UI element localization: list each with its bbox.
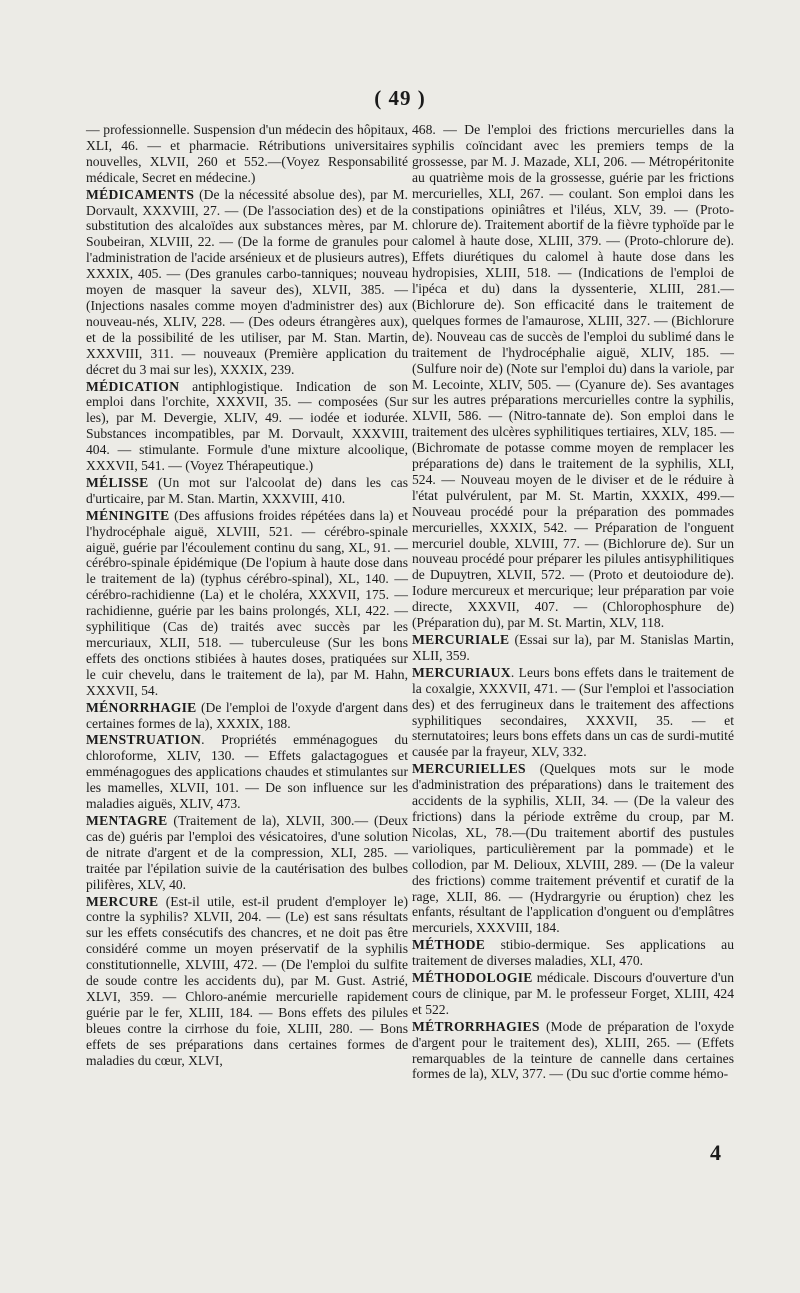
left-column bbox=[86, 122, 408, 1069]
entry-headword: MERCURE bbox=[86, 893, 159, 909]
entry-text: (Essai sur la), par M. Stanislas Martin, XLII, 359. bbox=[412, 632, 734, 663]
entry-headword: MERCURIAUX bbox=[412, 664, 511, 680]
entry-text: stibio-dermique. Ses applications au traitement de diverses maladies, XLI, 470. bbox=[412, 937, 734, 969]
index-entry bbox=[86, 122, 408, 186]
entry-text: médicale. Discours d'ouverture d'un cours de clinique, par M. le professeur Forget, XLIII, 424 et 522. bbox=[412, 970, 734, 1017]
entry-text: 468. — De l'emploi des frictions mercurielles dans la syphilis coïncidant avec les premiers temps de la grossesse, par M. J. Mazade, XLI, 206. — Métropéritonite au quatrième mois de la grossesse, guérie par les frictions mercurielles, XLI, 267. — coulant. Son emploi dans les constipations opiniâtres et l'iléus, XLV, 39. — (Proto-chlorure de). Traitement abortif de la fièvre typhoïde par le calomel à haute dose, XLIII, 379. — (Proto-chlorure de). Effets diurétiques du calomel à haute dose dans les hydropisies, XLIII, 518. — (Indications de l'emploi de l'ipéca et du) dans la dyssenterie, XLIII, 281.— (Bichlorure de). Son efficacité dans le traitement de quelques formes de l'amaurose, XLIII, 327. — (Bichlorure de). Nouveau cas de succès de l'emploi du sublimé dans le traitement de l'hydrocéphalie aiguë, XLIV, 185. — (Sulfure noir de) (Note sur l'emploi du) dans la variole, par M. Lecointe, XLIV, 505. — (Cyanure de). Ses avantages sur les autres préparations mercurielles contre la syphilis, XLVII, 586. — (Nitro-tannate de). Son emploi dans le traitement des ulcères syphilitiques tertiaires, XLV, 185. — (Bichromate de potasse comme moyen de remplacer les préparations de) dans le traitement de la syphilis, XLI, 524. — Nouveau moyen de le diviser et de le réduire à l'état pulvérulent, par M. St. Martin, XXXIX, 499.— Nouveau procédé pour la préparation des pommades mercurielles, XXXIX, 542. — Préparation de l'onguent mercuriel double, XLVIII, 77. — (Bichlorure de). Sur un nouveau procédé pour préparer les pilules antisyphilitiques de Dupuytren, XLVII, 572. — (Proto et deutoiodure de). Iodure mercureux et mercurique; leur préparation par voie directe, XXXVII, 407. — (Chlorophosphure de) (Préparation du), par M. St. Martin, XLV, 118. bbox=[412, 122, 734, 631]
entry-text: antiphlogistique. Indication de son emploi dans l'orchite, XXXVII, 35. — composées (Sur les), par M. Devergie, XLIV, 49. — iodée et iodurée. Substances incompatibles, par M. Dorvault, XXXVIII, 404. — stimulante. Formule d'une mixture alcoolique, XXXVII, 541. — (Voyez Thérapeutique.) bbox=[86, 378, 408, 474]
entry-headword: MERCURIALE bbox=[412, 632, 510, 647]
entry-headword: MENTAGRE bbox=[86, 812, 168, 828]
entry-headword: MÉLISSE bbox=[86, 474, 149, 490]
entry-text: (De l'emploi de l'oxyde d'argent dans certaines formes de la), XXXIX, 188. bbox=[86, 699, 408, 731]
index-entry bbox=[412, 1019, 734, 1083]
signature-mark: 4 bbox=[710, 1140, 721, 1165]
entry-text: . Leurs bons effets dans le traitement de la coxalgie, XXXVII, 471. — (Sur l'emploi et l'association des) et des ferrugineux dans le traitement des affections syphilitiques secondaires, XXXVII, 35. — et sternutatoires; leurs bons effets dans un cas de surdi-mutité causée par la frayeur, XLV, 332. bbox=[412, 664, 734, 760]
index-entry bbox=[412, 761, 734, 936]
index-entry bbox=[412, 122, 734, 631]
entry-text: (Est-il utile, est-il prudent d'employer le) contre la syphilis? XLVII, 204. — (Le) est sans résultats sur les effets consécutifs des chancres, et ne doit pas être considéré comme un moyen préservatif de la syphilis constitutionnelle, XLVIII, 472. — (De l'emploi du sulfite de soude contre les accidents du), par M. Gust. Astrié, XLVI, 359. — Chloro-anémie mercurielle rapidement guérie par le fer, XLIII, 184. — Bons effets des pilules bleues contre la cirrhose du foie, XLIII, 280. — Bons effets de ses préparations dans certaines formes de maladies du cœur, XLVI, bbox=[86, 893, 408, 1068]
entry-text: . Propriétés emménagogues du chloroforme, XLIV, 130. — Effets galactagogues et emménagogues des applications chaudes et stimulantes sur les mamelles, XLVII, 101. — De son influence sur les maladies aiguës, XLIV, 473. bbox=[86, 732, 408, 812]
entry-text: — professionnelle. Suspension d'un médecin des hôpitaux, XLI, 46. — et pharmacie. Rétributions universitaires nouvelles, XLVII, 260 et 552.—(Voyez Responsabilité médicale, Secret en médecine.) bbox=[86, 122, 408, 185]
index-entry bbox=[86, 894, 408, 1069]
page-number: ( 49 ) bbox=[374, 86, 426, 110]
entry-text: (Mode de préparation de l'oxyde d'argent pour le traitement des), XLIII, 265. — (Effets remarquables de la teinture de cannelle dans certaines formes de la), XLV, 377. — (Du suc d'ortie comme hémo- bbox=[412, 1018, 734, 1082]
index-entry bbox=[412, 665, 734, 760]
entry-headword: MÉNORRHAGIE bbox=[86, 699, 197, 715]
entry-headword: MÉTRORRHAGIES bbox=[412, 1018, 540, 1034]
entry-text: (Des affusions froides répétées dans la) et l'hydrocéphale aiguë, XLVIII, 521. — cérébro-spinale aiguë, guérie par l'écoulement continu du sang, XL, 91. — cérébro-spinale épidémique (De l'opium à haute dose dans le traitement de la) (typhus cérébro-spinal), XL, 140. — cérébro-rachidienne (La) et le choléra, XXXVII, 175. — rachidienne, guérie par les bains prolongés, XLI, 422. — syphilitique (Cas de) traités avec succès par les mercuriaux, XLII, 518. — tuberculeuse (Sur les bons effets des onctions stibiées à hautes doses, pratiquées sur le cuir chevelu, dans le traitement de la), par M. Hahn, XXXVII, 54. bbox=[86, 507, 408, 698]
entry-headword: MÉDICAMENTS bbox=[86, 186, 195, 202]
entry-headword: MERCURIELLES bbox=[412, 761, 526, 777]
entry-headword: MÉDICATION bbox=[86, 378, 180, 394]
index-entry bbox=[86, 187, 408, 378]
index-entry bbox=[86, 475, 408, 507]
index-entry bbox=[86, 508, 408, 699]
index-entry bbox=[86, 732, 408, 812]
entry-text: (De la nécessité absolue des), par M. Dorvault, XXXVIII, 27. — (De l'association des) et de la substitution des alcaloïdes aux substances mères, par M. Soubeiran, XLVIII, 22. — (De la forme de granules pour l'administration de l'acide arsénieux et de plusieurs autres), XXXIX, 405. — (Des granules carbo-tanniques; nouveau moyen de masquer la saveur des), XLVII, 385. — (Injections nasales comme moyen d'administrer des) aux nouveau-nés, XLIV, 228. — (Des odeurs étrangères aux), et de la possibilité de les utiliser, par M. Stan. Martin, XXXVIII, 311. — nouveaux (Première application du décret du 3 mai sur les), XXXIX, 239. bbox=[86, 186, 408, 377]
entry-headword: MÉTHODOLOGIE bbox=[412, 970, 533, 986]
index-entry bbox=[86, 813, 408, 893]
entry-text: (Un mot sur l'alcoolat de) dans les cas d'urticaire, par M. Stan. Martin, XXXVIII, 410. bbox=[86, 474, 408, 506]
entry-headword: MÉNINGITE bbox=[86, 507, 170, 523]
index-entry bbox=[412, 937, 734, 969]
index-entry bbox=[412, 970, 734, 1018]
index-entry bbox=[412, 632, 734, 664]
entry-headword: MÉTHODE bbox=[412, 937, 486, 953]
entry-text: (Traitement de la), XLVII, 300.— (Deux cas de) guéris par l'emploi des vésicatoires, d'une solution de nitrate d'argent et de la compression, XLI, 285. — traitée par l'épilation suivie de la cautérisation des bulbes pilifères, XLV, 40. bbox=[86, 812, 408, 892]
index-entry bbox=[86, 700, 408, 732]
entry-text: (Quelques mots sur le mode d'administration des préparations) dans le traitement des accidents de la syphilis, XLII, 34. — (De la valeur des frictions) dans la période extrême du croup, par M. Nicolas, XL, 78.—(Du traitement abortif des pustules varioliques, particulièrement par la pommade) et le collodion, par M. Delioux, XLVIII, 289. — (De la valeur des frictions) comme traitement préventif et curatif de la rage, XLII, 86. — (Hydrargyrie ou éruption) chez les enfants, résultant de l'application d'onguent ou d'emplâtres mercuriels, XXXVIII, 184. bbox=[412, 761, 734, 936]
right-column bbox=[412, 122, 734, 1083]
index-entry bbox=[86, 379, 408, 474]
entry-headword: MENSTRUATION bbox=[86, 732, 202, 748]
